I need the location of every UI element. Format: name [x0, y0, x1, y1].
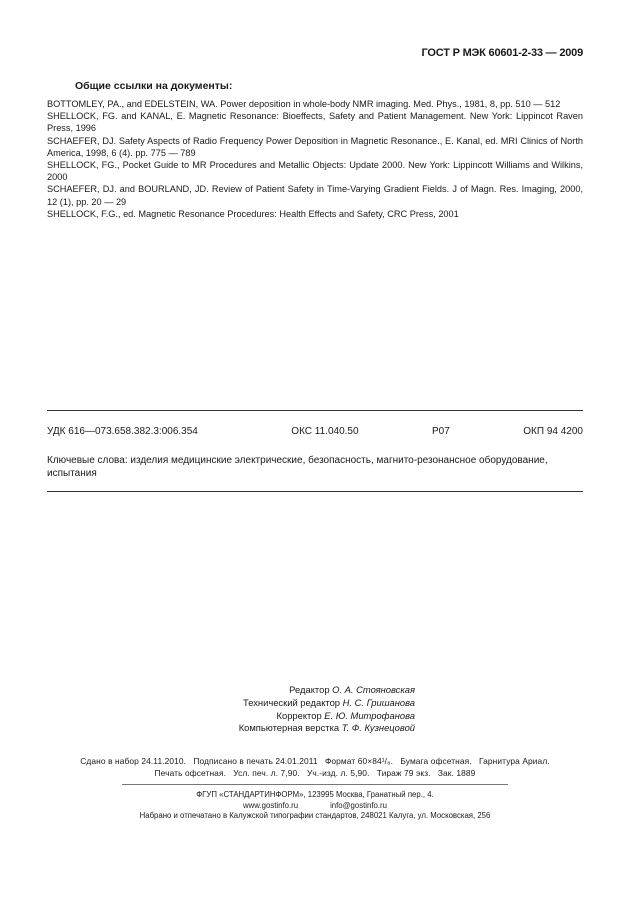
top-divider	[47, 410, 583, 411]
references-list	[47, 98, 583, 220]
publisher-email[interactable]: info@gostinfo.ru	[330, 800, 387, 810]
imprint-line: Печать офсетная. Усл. печ. л. 7,90. Уч.-изд. л. 5,90. Тираж 79 экз. Зак. 1889	[154, 768, 476, 779]
imprint-line: Сдано в набор 24.11.2010. Подписано в печать 24.01.2011 Формат 60×84¹/₈. Бумага офсетная. Гарнитура Ариал.	[80, 756, 550, 766]
imprint-divider	[122, 784, 508, 785]
oks-code: ОКС 11.040.50	[291, 426, 359, 437]
credit-tech-editor: Технический редактор Н. С. Гришанова	[243, 696, 415, 708]
reference-item: SHELLOCK, FG., Pocket Guide to MR Procedures and Metallic Objects: Update 2000. New York: Lippincott Williams and Wilkins, 2000	[47, 160, 583, 183]
reference-item: SHELLOCK, F.G., ed. Magnetic Resonance Procedures: Health Effects and Safety, CRC Press, 2001	[47, 208, 459, 219]
reference-item: SCHAEFER, DJ. Safety Aspects of Radio Frequency Power Deposition in Magnetic Resonance., E. Kanal, ed. MRI Clinics of North America, 1998, 6 (4). pp. 775 — 789	[47, 135, 583, 158]
print-imprint	[47, 755, 583, 779]
printer-info: Набрано и отпечатано в Калужской типографии стандартов, 248021 Калуга, ул. Московская, 256	[139, 811, 491, 820]
references-title: Общие ссылки на документы:	[75, 80, 233, 92]
credits-block	[195, 684, 415, 735]
credit-layout: Компьютерная верстка Т. Ф. Кузнецовой	[238, 722, 415, 734]
standard-number: ГОСТ Р МЭК 60601-2-33 — 2009	[421, 47, 583, 59]
credit-editor: Редактор О. А. Стояновская	[289, 684, 415, 695]
udk-code: УДК 616—073.658.382.3:006.354	[47, 426, 198, 437]
publisher-website[interactable]: www.gostinfo.ru	[243, 800, 299, 810]
reference-item: SCHAEFER, DJ. and BOURLAND, JD. Review of Patient Safety in Time-Varying Gradient Fields. J of Magn. Res. Imaging, 2000, 12 (1), pp. 20 — 29	[47, 184, 583, 207]
bottom-divider	[47, 491, 583, 492]
credit-corrector: Корректор Е. Ю. Митрофанова	[276, 709, 415, 721]
group-code: Р07	[432, 426, 450, 437]
okp-code: ОКП 94 4200	[523, 426, 583, 437]
reference-item: SHELLOCK, FG. and KANAL, E. Magnetic Resonance: Bioeffects, Safety and Patient Management. New York: Lippincot Raven Press, 1996	[47, 111, 583, 134]
keywords: Ключевые слова: изделия медицинские электрические, безопасность, магнито-резонансное оборудование, испытания	[47, 455, 548, 479]
publisher-contacts	[47, 801, 583, 812]
reference-item: BOTTOMLEY, PA., and EDELSTEIN, WA. Power deposition in whole-body NMR imaging. Med. Phys., 1981, 8, pp. 510 — 512	[47, 99, 561, 109]
publisher-address: ФГУП «СТАНДАРТИНФОРМ», 123995 Москва, Гранатный пер., 4.	[196, 790, 434, 799]
publisher-block	[47, 790, 583, 822]
classification-row	[47, 426, 583, 437]
